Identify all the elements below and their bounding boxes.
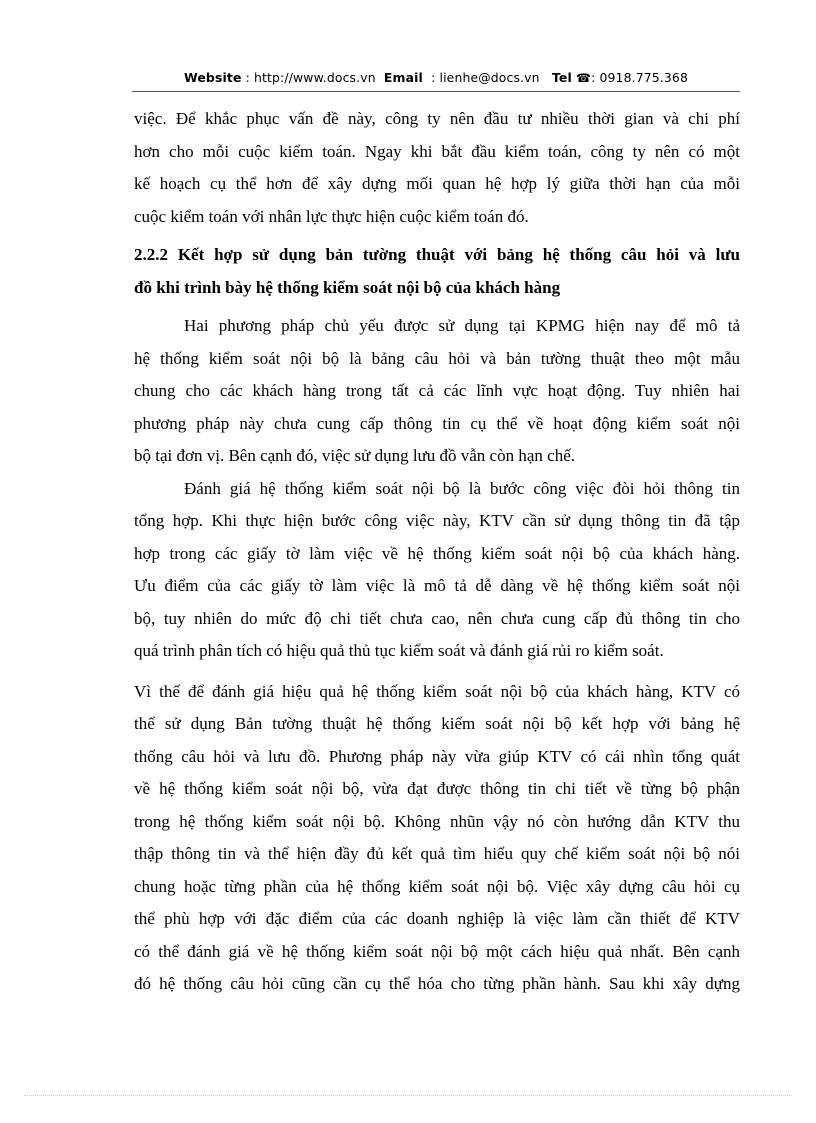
- text-line: quá trình phân tích có hiệu quả thủ tục kiểm soát và đánh giá rủi ro kiểm soát.: [134, 641, 664, 660]
- heading-line: đồ khi trình bày hệ thống kiểm soát nội bộ của khách hàng: [134, 277, 561, 297]
- text-line: hơn cho mỗi cuộc kiểm toán. Ngay khi bắt đầu kiểm toán, công ty nên có một: [134, 141, 740, 161]
- text-line: kế hoạch cụ thể hơn để xây dựng mối quan hệ hợp lý giữa thời hạn của mỗi: [134, 174, 740, 193]
- email-label: Email: [383, 70, 423, 85]
- text-line: chung cho các khách hàng trong tất cả các lĩnh vực hoạt động. Tuy nhiên hai: [134, 381, 740, 400]
- paragraph-2: [134, 310, 740, 473]
- website-label: Website: [184, 70, 242, 85]
- footer-rule: [24, 1095, 792, 1096]
- document-body: [134, 103, 740, 1001]
- paragraph-3: [134, 473, 740, 668]
- text-line: trong hệ thống kiểm soát nội bộ. Không nhũn vậy nó còn hướng dẫn KTV thu: [134, 811, 740, 831]
- text-line: về hệ thống kiểm soát nội bộ, vừa đạt được thông tin chi tiết về từng bộ phận: [134, 779, 740, 798]
- tel-value: : 0918.775.368: [591, 70, 688, 85]
- website-value: : http://www.docs.vn: [245, 70, 376, 85]
- paragraph-4: [134, 676, 740, 1001]
- text-line: Vì thế để đánh giá hiệu quả hệ thống kiểm soát nội bộ của khách hàng, KTV có: [134, 681, 740, 701]
- text-line: Đánh giá hệ thống kiểm soát nội bộ là bước công việc đòi hỏi thông tin: [184, 478, 740, 498]
- heading-line: 2.2.2 Kết hợp sử dụng bản tường thuật với bảng hệ thống câu hỏi và lưu: [134, 245, 740, 264]
- text-line: thập thông tin và thể hiện đầy đủ kết quả tìm hiểu quy chế kiểm soát nội bộ nói: [134, 844, 740, 863]
- header-rule: [132, 91, 740, 92]
- text-line: phương pháp này chưa cung cấp thông tin cụ thể về hoạt động kiểm soát nội: [134, 413, 740, 433]
- text-line: bộ tại đơn vị. Bên cạnh đó, việc sử dụng lưu đồ vẫn còn hạn chế.: [134, 446, 575, 465]
- text-line: bộ, tuy nhiên do mức độ chi tiết chưa cao, nên chưa cung cấp đủ thông tin cho: [134, 608, 740, 628]
- text-line: hệ thống kiểm soát nội bộ là bảng câu hỏi và bản tường thuật theo một mẫu: [134, 348, 740, 368]
- text-line: chung hoặc từng phần của hệ thống kiểm soát nội bộ. Việc xây dựng câu hỏi cụ: [134, 876, 740, 896]
- text-line: cuộc kiểm toán với nhân lực thực hiện cuộc kiểm toán đó.: [134, 206, 529, 226]
- paragraph-1: [134, 103, 740, 233]
- page-header: [132, 70, 740, 85]
- text-line: thể sử dụng Bản tường thuật hệ thống kiểm soát nội bộ kết hợp với bảng hệ: [134, 714, 740, 733]
- text-line: Ưu điểm của các giấy tờ làm việc là mô tả dễ dàng về hệ thống kiểm soát nội: [134, 576, 740, 595]
- section-heading: [134, 239, 740, 304]
- phone-icon: ☎: [575, 71, 592, 85]
- text-line: đó hệ thống câu hỏi cũng cần cụ thể hóa cho từng phần hành. Sau khi xây dựng: [134, 974, 740, 993]
- text-line: tổng hợp. Khi thực hiện bước công việc này, KTV cần sử dụng thông tin đã tập: [134, 511, 740, 530]
- text-line: thể phù hợp với đặc điểm của các doanh nghiệp là việc làm cần thiết để KTV: [134, 909, 740, 928]
- text-line: hợp trong các giấy tờ làm việc về hệ thống kiểm soát nội bộ của khách hàng.: [134, 543, 740, 563]
- tel-label: Tel: [551, 70, 572, 85]
- email-value: : lienhe@docs.vn: [431, 70, 540, 85]
- text-line: Hai phương pháp chủ yếu được sử dụng tại KPMG hiện nay để mô tả: [184, 316, 740, 335]
- text-line: thống câu hỏi và lưu đồ. Phương pháp này vừa giúp KTV có cái nhìn tổng quát: [134, 746, 740, 766]
- text-line: có thể đánh giá về hệ thống kiểm soát nội bộ một cách hiệu quả nhất. Bên cạnh: [134, 941, 740, 961]
- text-line: việc. Để khắc phục vấn đề này, công ty nên đầu tư nhiều thời gian và chi phí: [134, 109, 740, 128]
